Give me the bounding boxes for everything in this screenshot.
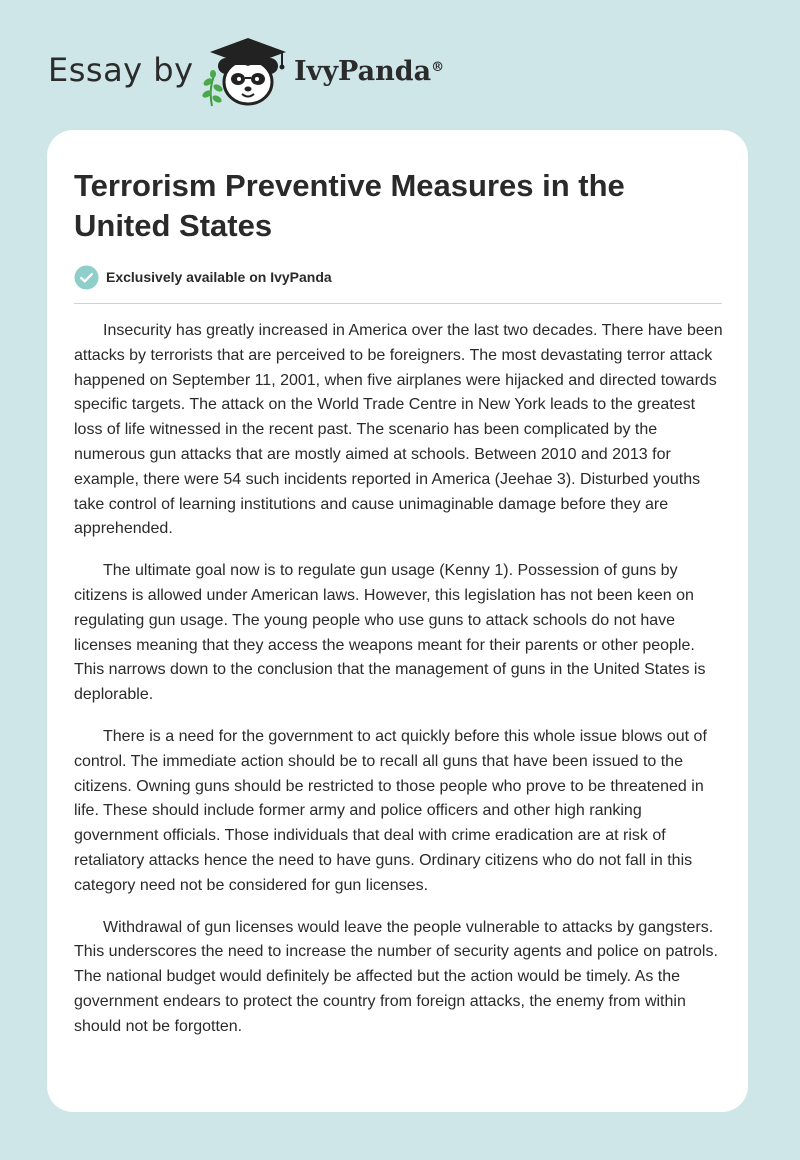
registered-mark: ® xyxy=(431,60,445,75)
page-title: Terrorism Preventive Measures in the United States xyxy=(74,168,625,243)
essay-body xyxy=(74,319,724,1057)
page-header xyxy=(0,0,800,130)
brand-name[interactable] xyxy=(294,52,444,92)
brand-name-text: IvyPanda xyxy=(294,56,432,87)
paragraph: Insecurity has greatly increased in America over the last two decades. There have been attacks by terrorists that are perceived to be foreigners. The most devastating terror attack happened on September 11, 2001, when five airplanes were hijacked and directed towards specific targets. The attack on the World Trade Centre in New York leads to the greatest loss of life witnessed in the recent past. The scenario has been complicated by the numerous gun attacks that are mostly aimed at schools. Between 2010 and 2013 for example, there were 54 such incidents reported in America (Jeehae 3). Disturbed youths take control of learning institutions and cause unimaginable damage before they are apprehended. xyxy=(74,322,723,538)
panda-graduate-logo-icon[interactable] xyxy=(198,36,290,108)
divider xyxy=(74,303,722,304)
paragraph: The ultimate goal now is to regulate gun usage (Kenny 1). Possession of guns by citizens is allowed under American laws. However, this legislation has not been keen on regulating gun usage. The young people who use guns to attack schools do not have licenses meaning that they access the weapons meant for their parents or other people. This narrows down to the conclusion that the management of guns in the United States is deplorable. xyxy=(74,562,706,704)
paragraph: Withdrawal of gun licenses would leave the people vulnerable to attacks by gangsters. This underscores the need to increase the number of security agents and police on patrols. The national budget would definitely be affected but the action would be timely. As the government endears to protect the country from foreign attacks, the enemy from within should not be forgotten. xyxy=(74,918,718,1035)
essay-by-label: Essay by xyxy=(48,51,194,89)
exclusive-label: Exclusively available on IvyPanda xyxy=(106,269,332,285)
check-circle-icon xyxy=(74,265,99,290)
essay-card xyxy=(47,130,748,1112)
exclusive-badge xyxy=(74,264,332,290)
paragraph: There is a need for the government to act quickly before this whole issue blows out of control. The immediate action should be to recall all guns that have been issued to the citizens. Owning guns should be restricted to those people who prove to be threatened in life. These should include former army and police officers and other high ranking government officials. Those individuals that deal with crime eradication are at risk of retaliatory attacks hence the need to have guns. Ordinary citizens who do not fall in this category need not be considered for gun licenses. xyxy=(74,727,707,894)
